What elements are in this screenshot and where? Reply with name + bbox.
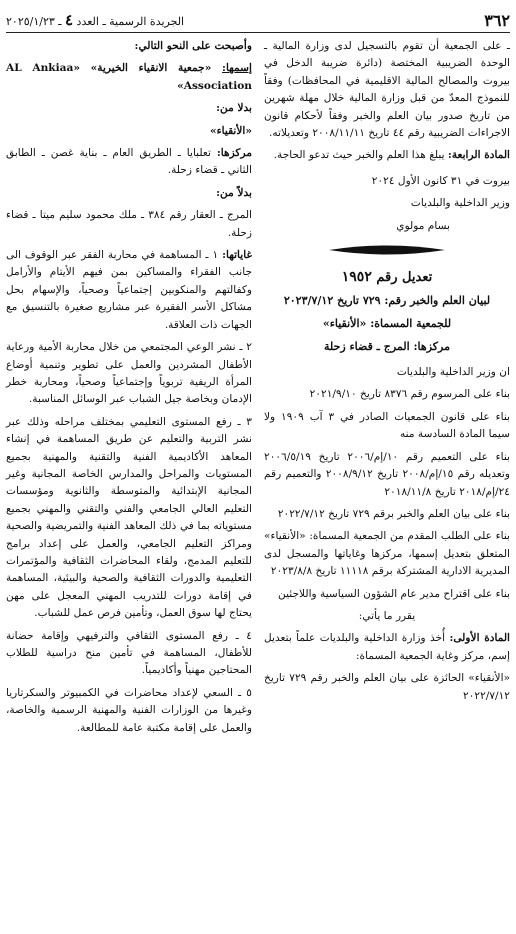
- considering-5: بناء على بيان العلم والخبر برقم ٧٢٩ تاريخ ٢٠٢٢/٧/١٢: [277, 507, 510, 520]
- amendment-number: ١٩٥٢: [341, 269, 372, 286]
- minister-title: وزير الداخلية والبلديات: [410, 197, 510, 210]
- article-four-label: المادة الرابعة:: [447, 149, 510, 162]
- new-name-value: «جمعية الانقياء الخيرية» «AL Ankiaa Association»: [6, 62, 252, 92]
- amendment-subtitle-2: للجمعية المسماة: «الأنقياء»: [322, 317, 452, 331]
- goals-label: غاياتها:: [222, 249, 252, 262]
- amendment-subtitle-1: لبيان العلم والخبر رقم: ٧٢٩ تاريخ ٢٠٢٣/٧/١٢: [283, 294, 491, 308]
- minister-name: بسام مولوي: [396, 219, 450, 232]
- date-line: بيروت في ٣١ كانون الأول ٢٠٢٤: [371, 174, 510, 187]
- article-one-text: أُخذ وزارة الداخلية والبلديات علماً بتعديل إسم، مركز وغاية الجمعية المسماة:: [264, 632, 510, 662]
- amendment-subtitle-3: مركزها: المرج ـ قضاء زحلة: [324, 340, 450, 354]
- goal-2: ٢ ـ نشر الوعي المجتمعي من خلال محاربة الأمية ورعاية الأطفال المشردين والعمل على تطوير وتنمية أوضاع المرأة الريفية تربوياً وإجتماعياً وصحياً، ومحاربة خطر الإدمان وبخاصة جيل الشباب عبر الوسائل المناسبة.: [6, 341, 252, 406]
- right-column: [264, 38, 510, 710]
- new-center: [6, 145, 252, 180]
- gazette-title: [6, 11, 184, 29]
- article-four-text: يبلغ هذا العلم والخبر حيث تدعو الحاجة.: [273, 149, 448, 162]
- goal-4: ٤ ـ رفع المستوى الثقافي والترفيهي وإقامة حضانة للأطفال، المساهمة في تأمين منح دراسية للطلاب المحتاجين مهنياً وأكاديمياً.: [6, 629, 252, 677]
- old-name: «الأنقياء»: [210, 124, 252, 137]
- article-four: [264, 147, 510, 164]
- instead-of-2: بدلاً من:: [216, 186, 252, 199]
- article-one-label: المادة الأولى:: [449, 632, 510, 645]
- considering-1: ان وزير الداخلية والبلديات: [396, 366, 510, 379]
- page-header: [6, 8, 510, 33]
- goal-1: [6, 247, 252, 334]
- decides-line: يقرر ما يأتي:: [358, 609, 416, 622]
- left-column: [6, 38, 252, 742]
- article-one: [264, 630, 510, 665]
- goal-1-text: ١ ـ المساهمة في محاربة الفقر عبر الوقوف الى جانب الفقراء والمساكين بمن فيهم الأيتام والأرامل وكفالتهم والمنكوبين إجتماعياً وصحياً، والإسهام بحل مشاكل الأسر الفقيرة عبر مشاريع صغيرة بالتنسيق مع الجهات ذات العلاقة.: [6, 249, 252, 331]
- issue-number: ٤: [65, 11, 74, 29]
- new-name: [6, 60, 252, 95]
- amendment-title: [264, 267, 510, 288]
- goal-3: ٣ ـ رفع المستوى التعليمي بمختلف مراحله وذلك عبر نشر التربية والتعليم عن طريق المساهمة في إنشاء المعاهد الأكاديمية الفنية والتقنية والمهنية بجميع المستويات والمراحل والمدارس الخاصة المجانية وغير المجانية الإبتدائية والمتوسطة والثانوية ومؤسسات التعليم العالي الجامعي والفني والتقني والمهني بجميع مستوياته بما في ذلك المعاهد الفنية والتمريضية والصحية ومراكز التعليم الجامعي، والعمل على إعداد برامج للتعليم المدمج، ولقاء المحاضرات الثقافية والمؤتمرات التعليمية والدورات الثقافية والصحية والبيئية، المساهمة في إقامة دورات للتدريب المهني المعجل على مهن يحتاج لها سوق العمل، وتأمين فرص عمل للشباب.: [6, 415, 252, 620]
- new-center-label: مركزها:: [216, 147, 252, 160]
- goal-5: ٥ ـ السعي لإعداد محاضرات في الكمبيوتر والسكرتاريا وغيرها من الوزارات الفنية والمهنية الرسمية والخاصة، والعمل على إقامة مكتبة عامة للمطالعة.: [6, 686, 252, 734]
- new-name-label: إسمها:: [222, 62, 252, 75]
- amendment-label: تعديل رقم: [371, 270, 433, 286]
- considering-6: بناء على الطلب المقدم من الجمعية المسماة: «الأنقياء» المتعلق بتعديل إسمها، مركزها وغاياتها والمسجل لدى المديرية الادارية المشتركة برقم ١١١١٨ تاريخ ٢٠٢٣/٨/٨: [264, 530, 510, 578]
- article-one-continued: «الأنقياء» الحائزة على بيان العلم والخبر رقم ٧٢٩ تاريخ ٢٠٢٢/٧/١٢: [264, 672, 510, 702]
- old-center: المرج ـ العقار رقم ٣٨٤ ـ ملك محمود سليم ميتا ـ قضاء زحلة.: [6, 209, 252, 239]
- new-center-value: تعلبايا ـ الطريق العام ـ بناية غصن ـ الطابق الثاني ـ قضاء زحلة.: [6, 147, 252, 177]
- considering-7: بناء على اقتراح مدير عام الشؤون السياسية واللاجئين: [278, 587, 510, 600]
- gazette-name: الجريدة الرسمية ـ العدد: [73, 15, 185, 28]
- instead-of-1: بدلا من:: [216, 102, 252, 115]
- considering-2: بناء على المرسوم رقم ٨٣٧٦ تاريخ ٢٠٢١/٩/١٠: [309, 388, 510, 401]
- section-divider-ornament: [264, 243, 510, 257]
- divider-ornament-icon: [327, 243, 447, 257]
- became-as-follows: وأصبحت على النحو التالي:: [134, 40, 252, 52]
- considering-3: بناء على قانون الجمعيات الصادر في ٣ آب ١٩٠٩ ولا سيما المادة السادسة منه: [264, 410, 510, 441]
- issue-date: ـ ٢٠٢٥/١/٢٣: [6, 15, 65, 28]
- considering-4: بناء على التعميم رقم ١٠/إم/٢٠٠٦ تاريخ ٢٠٠٦/٥/١٩ وتعديله رقم ١٥/إم/٢٠٠٨ تاريخ ٢٠٠٨/٩/١٢ والتعميم رقم ٢٤/إم/٢٠١٨ تاريخ ٢٠١٨/١١/٨: [264, 450, 510, 498]
- tax-registration-paragraph: ـ على الجمعية أن تقوم بالتسجيل لدى وزارة المالية ـ الوحدة الضريبية المختصة (دائرة ضريبة الدخل في بيروت والمصالح المالية الاقليمية في المحافظات) وفقاً للنموذج المعدّ من قبل وزارة المالية خلال مهلة شهرين من تاريخ صدور بيان العلم والخبر وفقاً لأحكام قانون الاجراءات الضريبية رقم ٤٤ تاريخ ٢٠٠٨/١١/١١ وتعديلاته.: [264, 40, 510, 140]
- page-number: ٣٦٢: [484, 10, 510, 30]
